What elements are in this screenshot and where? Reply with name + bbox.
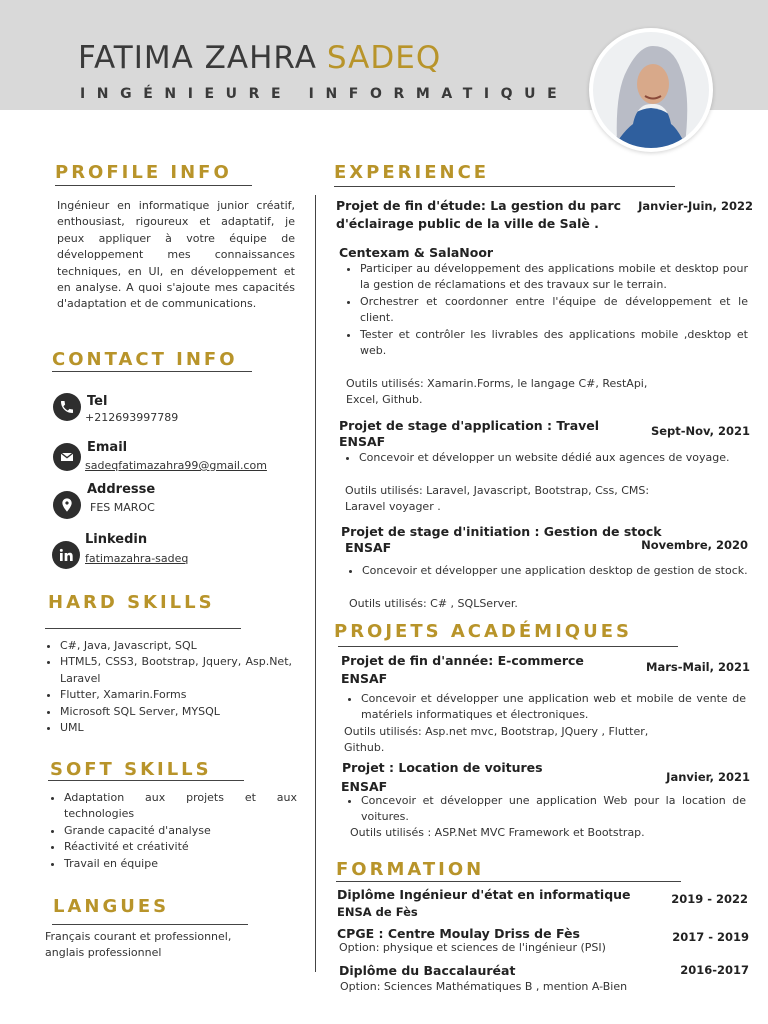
exp3-org: ENSAF — [345, 540, 392, 555]
first-name: FATIMA ZAHRA — [78, 40, 317, 76]
full-name — [78, 40, 441, 76]
email-icon — [53, 443, 81, 471]
langues-rule — [52, 924, 248, 925]
list-item: • Microsoft SQL Server, MYSQL — [60, 704, 292, 720]
list-item: • C#, Java, Javascript, SQL — [60, 638, 292, 654]
list-item: • Grande capacité d'analyse — [64, 823, 297, 839]
soft-skills-list — [48, 790, 297, 872]
exp2-org: ENSAF — [339, 434, 386, 449]
list-item: • Orchestrer et coordonner entre l'équipe de développement et le client. — [360, 294, 748, 327]
column-divider — [315, 195, 316, 972]
exp3-tools: Outils utilisés: C# , SQLServer. — [349, 597, 518, 610]
list-item: • Concevoir et développer une application desktop de gestion de stock. — [362, 563, 749, 579]
email-label: Email — [87, 440, 128, 455]
profile-text: Ingénieur en informatique junior créatif, enthousiast, rigoureux et adaptatif, je peux appliquer à votre équipe de développement mes connaissances techniques, en UI, en développement et en analyse. A quoi s'ajoute mes capacités d'adaptation et de communications. — [57, 199, 295, 311]
list-item: • Adaptation aux projets et aux technologies — [64, 790, 297, 823]
exp2-tools: Outils utilisés: Laravel, Javascript, Bootstrap, Css, CMS: Laravel voyager . — [345, 484, 650, 513]
formation3-title: Diplôme du Baccalauréat — [339, 963, 516, 978]
list-item: • HTML5, CSS3, Bootstrap, Jquery, Asp.Net, Laravel — [60, 654, 292, 687]
linkedin-value[interactable]: fatimazahra-sadeq — [85, 552, 189, 565]
acad1-org: ENSAF — [341, 671, 388, 686]
soft-skills-rule — [48, 780, 244, 781]
hard-skills-rule — [45, 628, 241, 629]
list-item: • Concevoir et développer un website dédié aux agences de voyage. — [359, 450, 747, 466]
list-item: • Tester et contrôler les livrables des applications mobile ,desktop et web. — [360, 327, 748, 360]
linkedin-icon — [52, 541, 80, 569]
address-label: Addresse — [87, 482, 156, 497]
list-item: • Réactivité et créativité — [64, 839, 297, 855]
acad2-title: Projet : Location de voitures — [342, 760, 543, 775]
acad1-bullets — [345, 691, 746, 724]
academic-rule — [338, 646, 678, 647]
acad2-bullets — [345, 793, 746, 826]
list-item: • Travail en équipe — [64, 856, 297, 872]
exp3-bullets — [346, 563, 749, 579]
academic-heading: PROJETS ACADÉMIQUES — [334, 621, 632, 642]
exp1-title: Projet de fin d'étude: La gestion du parc d'éclairage public de la ville de Salè . — [336, 198, 622, 231]
exp2-bullets — [343, 450, 747, 466]
formation1-date: 2019 - 2022 — [671, 892, 748, 906]
exp2-title: Projet de stage d'application : Travel — [339, 418, 600, 433]
linkedin-label: Linkedin — [85, 532, 148, 547]
exp1-bullets — [344, 261, 748, 359]
job-title: INGÉNIEURE INFORMATIQUE — [80, 86, 569, 102]
formation-heading: FORMATION — [336, 859, 485, 880]
exp3-date: Novembre, 2020 — [641, 538, 748, 552]
experience-rule — [334, 186, 675, 187]
tel-label: Tel — [87, 394, 108, 409]
formation2-date: 2017 - 2019 — [672, 930, 749, 944]
acad1-date: Mars-Mail, 2021 — [646, 660, 750, 674]
experience-heading: EXPERIENCE — [334, 162, 490, 183]
formation-rule — [336, 881, 681, 882]
profile-photo — [593, 32, 709, 148]
hard-skills-heading: HARD SKILLS — [48, 592, 215, 613]
formation2-title: CPGE : Centre Moulay Driss de Fès — [337, 926, 580, 941]
list-item: • Flutter, Xamarin.Forms — [60, 687, 292, 703]
acad2-tools: Outils utilisés : ASP.Net MVC Framework et Bootstrap. — [350, 826, 645, 839]
formation1-school: ENSA de Fès — [337, 905, 418, 919]
acad1-tools: Outils utilisés: Asp.net mvc, Bootstrap, JQuery , Flutter, Github. — [344, 725, 649, 754]
phone-icon — [53, 393, 81, 421]
exp2-date: Sept-Nov, 2021 — [650, 424, 750, 438]
formation2-option: Option: physique et sciences de l'ingénieur (PSI) — [339, 941, 606, 954]
list-item: • Participer au développement des applications mobile et desktop pour la gestion de réclamations et des travaux sur le terrain. — [360, 261, 748, 294]
list-item: • Concevoir et développer une application web et mobile de vente de matériels informatiques et électroniques. — [361, 691, 746, 724]
hard-skills-list — [44, 638, 292, 736]
list-item: • UML — [60, 720, 292, 736]
address-value: FES MAROC — [90, 501, 155, 514]
profile-heading: PROFILE INFO — [55, 162, 232, 183]
acad1-title: Projet de fin d'année: E-commerce — [341, 653, 584, 668]
exp3-title: Projet de stage d'initiation : Gestion de stock — [341, 524, 662, 539]
exp1-date: Janvier-Juin, 2022 — [638, 199, 753, 213]
location-icon — [53, 491, 81, 519]
profile-photo-frame — [589, 28, 713, 152]
soft-skills-heading: SOFT SKILLS — [50, 759, 212, 780]
profile-rule — [55, 185, 252, 186]
tel-value[interactable]: +212693997789 — [85, 411, 179, 424]
langues-heading: LANGUES — [53, 896, 170, 917]
exp1-company: Centexam & SalaNoor — [339, 245, 494, 260]
list-item: • Concevoir et développer une application Web pour la location de voitures. — [361, 793, 746, 826]
email-value[interactable]: sadeqfatimazahra99@gmail.com — [85, 459, 267, 472]
formation3-option: Option: Sciences Mathématiques B , mention A-Bien — [340, 980, 628, 993]
acad2-date: Janvier, 2021 — [666, 770, 750, 784]
contact-heading: CONTACT INFO — [52, 349, 238, 370]
formation1-title: Diplôme Ingénieur d'état en informatique — [337, 887, 631, 902]
contact-rule — [52, 371, 252, 372]
acad2-org: ENSAF — [341, 779, 388, 794]
formation3-date: 2016-2017 — [680, 963, 749, 977]
exp1-tools: Outils utilisés: Xamarin.Forms, le langage C#, RestApi, Excel, Github. — [346, 377, 648, 406]
langues-text: Français courant et professionnel, anglais professionnel — [45, 930, 232, 959]
last-name: SADEQ — [326, 40, 442, 76]
